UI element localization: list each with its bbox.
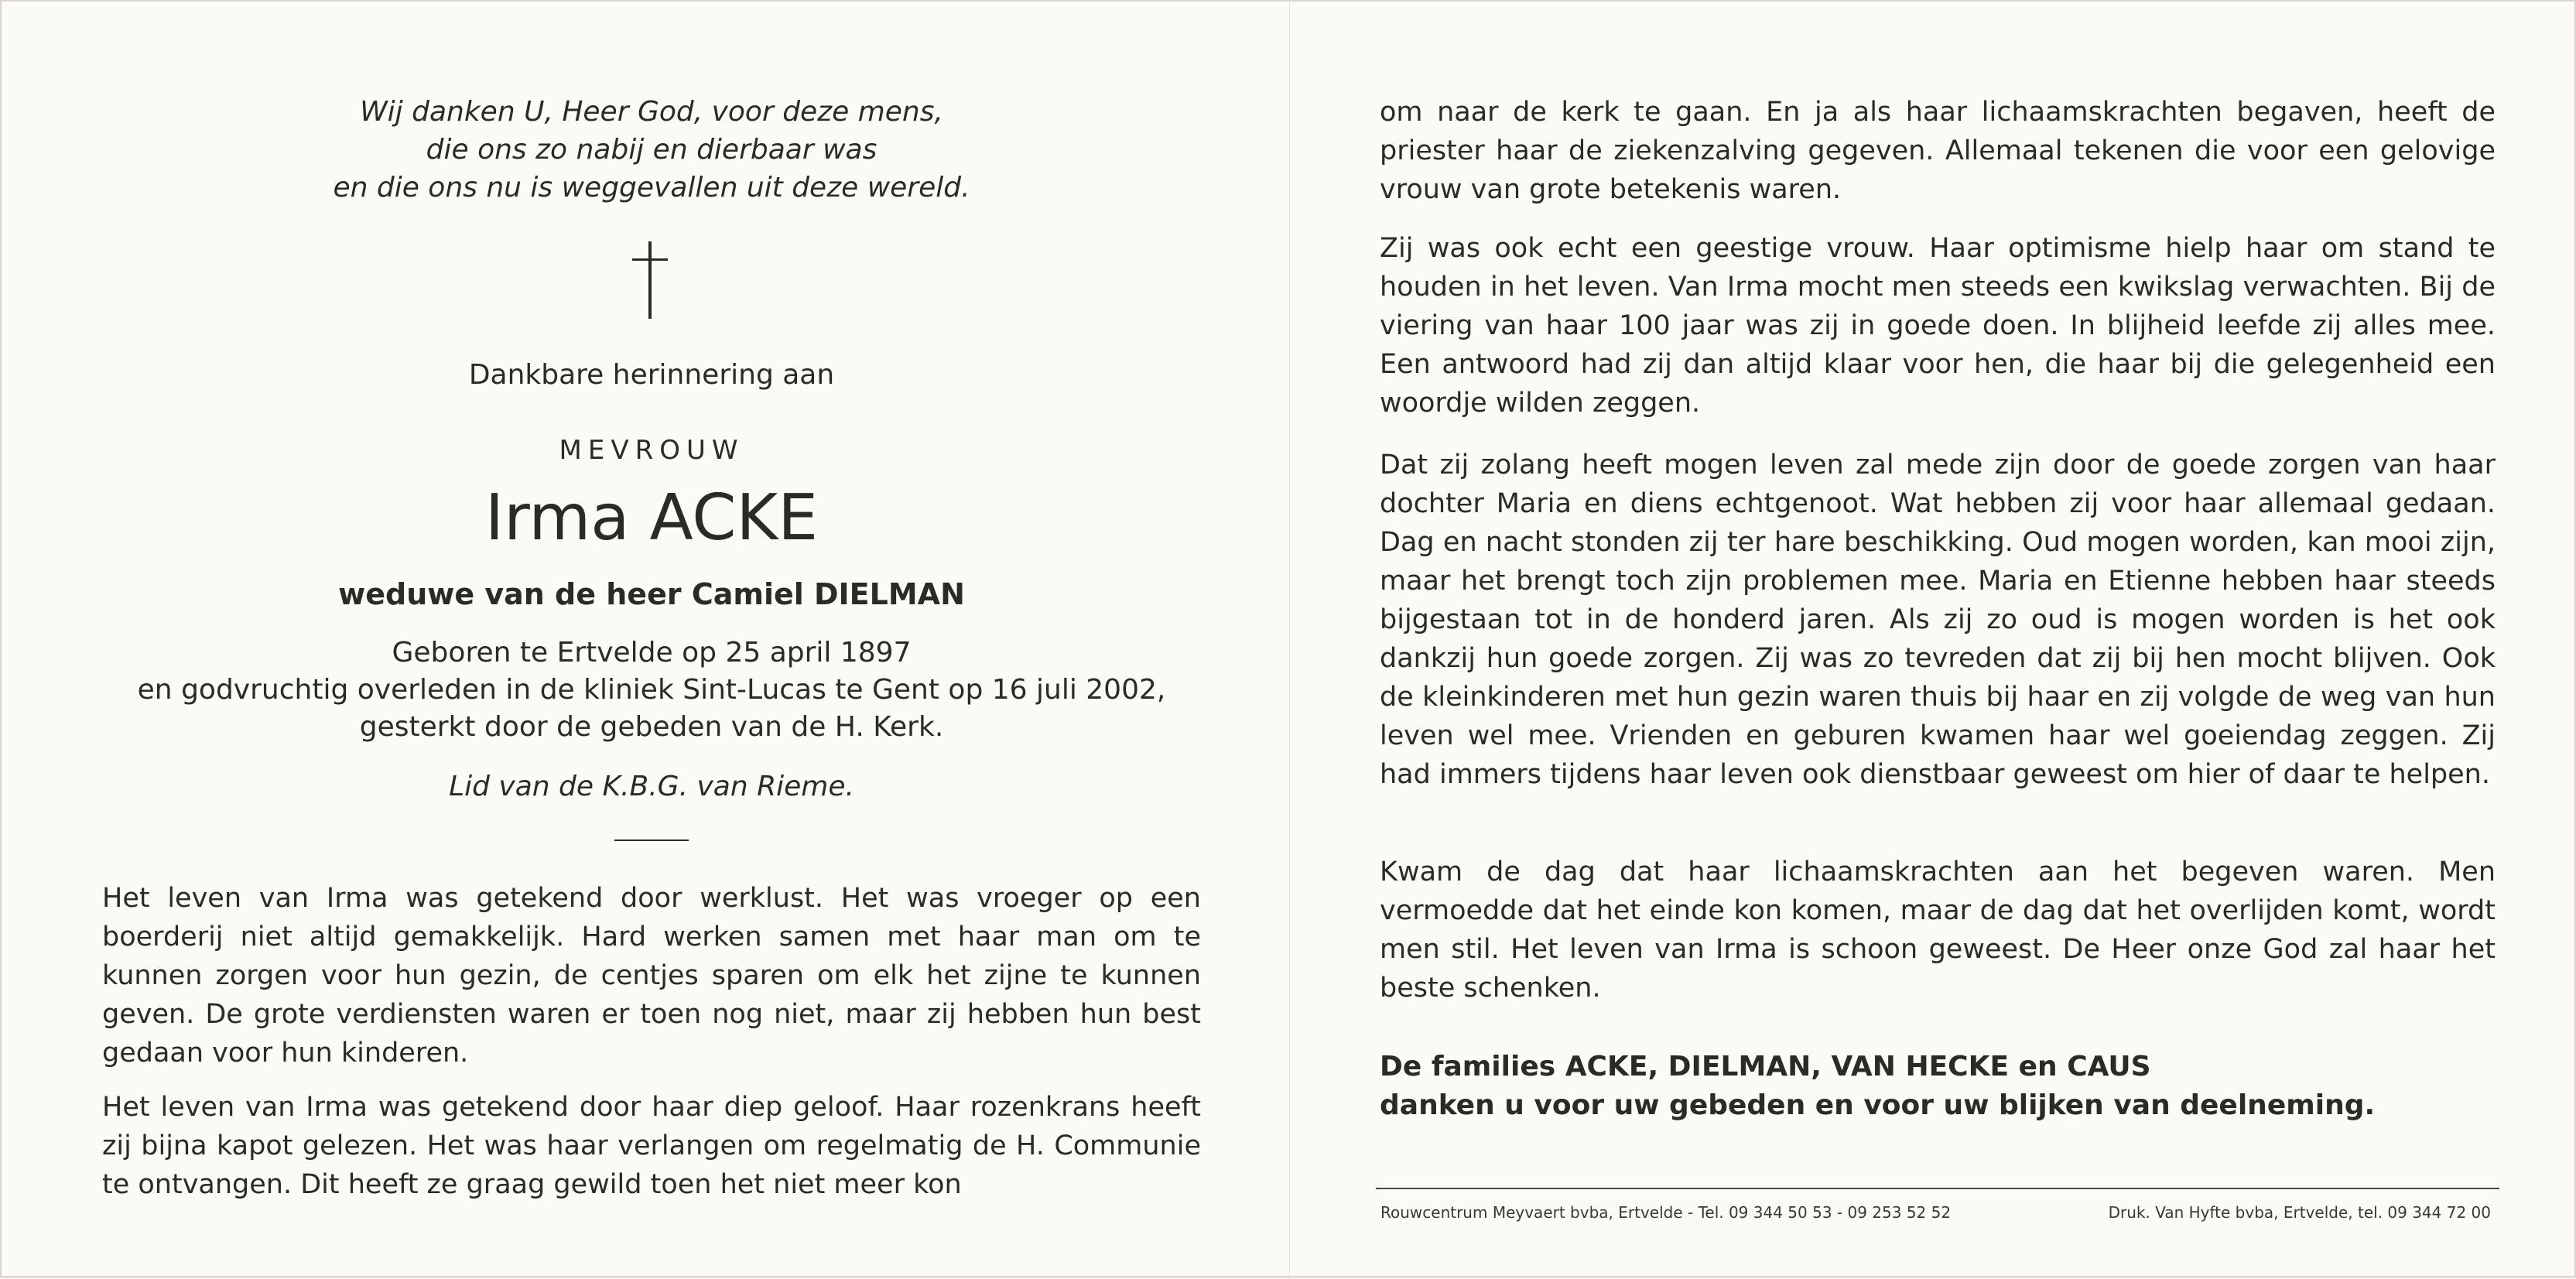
- divider: [614, 840, 689, 841]
- poem-line: die ons zo nabij en dierbaar was: [426, 134, 877, 166]
- info-line: en godvruchtig overleden in de kliniek Sint-Lucas te Gent op 16 juli 2002,: [137, 674, 1166, 706]
- info-line: gesterkt door de gebeden van de H. Kerk.: [359, 711, 944, 743]
- footer-rule: [1376, 1188, 2499, 1189]
- paragraph: Zij was ook echt een geestige vrouw. Haar optimisme hielp haar om stand te houden in het leven. Van Irma mocht men steeds een kwikslag verwachten. Bij de viering van haar 100 jaar was zij in goede doen. In blijheid leefde zij alles mee. Een antwoord had zij dan altijd klaar voor hen, die haar bij die gelegenheid een woordje wilden zeggen.: [1380, 233, 2496, 419]
- cross-icon: [626, 241, 674, 319]
- poem: [156, 93, 1147, 207]
- left-page: [2, 2, 1289, 1279]
- membership: Lid van de K.B.G. van Rieme.: [449, 771, 854, 802]
- thanks-line: De families ACKE, DIELMAN, VAN HECKE en CAUS: [1380, 1051, 2151, 1082]
- info-line: Geboren te Ertvelde op 25 april 1897: [392, 637, 912, 669]
- family-thanks: [1380, 1048, 2496, 1125]
- paragraph: Kwam de dag dat haar lichaamskrachten aan het begeven waren. Men vermoedde dat het einde kon komen, maar de dag dat het overlijden komt, wordt men stil. Het leven van Irma is schoon geweest. De Heer onze God zal haar het beste schenken.: [1380, 857, 2496, 1004]
- paragraph: Het leven van Irma was getekend door haar diep geloof. Haar rozenkrans heeft zij bijna kapot gelezen. Het was haar verlangen om regelmatig de H. Communie te ontvangen. Dit heeft ze graag gewild toen het niet meer kon: [102, 1092, 1201, 1200]
- paragraph: Dat zij zolang heeft mogen leven zal mede zijn door de goede zorgen van haar dochter Maria en diens echtgenoot. Wat hebben zij voor haar allemaal gedaan. Dag en nacht stonden zij ter hare beschikking. Oud mogen worden, kan mooi zijn, maar het brengt toch zijn problemen mee. Maria en Etienne hebben haar steeds bijgestaan tot in de honderd jaren. Als zij zo oud is mogen worden is het ook dankzij hun goede zorgen. Zij was zo tevreden dat zij bij hen mocht blijven. Ook de kleinkinderen met hun gezin waren thuis bij haar en zij volgde de weg van hun leven wel mee. Vrienden en geburen kwamen haar wel goeiendag zeggen. Zij had immers tijdens haar leven ook dienstbaar geweest om hier of daar te helpen.: [1380, 450, 2496, 790]
- honorific: MEVROUW: [559, 435, 744, 466]
- widow-of: weduwe van de heer Camiel DIELMAN: [338, 577, 965, 611]
- funeral-home-credit: Rouwcentrum Meyvaert bvba, Ertvelde - Tel. 09 344 50 53 - 09 253 52 52: [1380, 1203, 1952, 1222]
- right-page: [1289, 2, 2576, 1279]
- poem-line: en die ons nu is weggevallen uit deze wereld.: [333, 172, 970, 203]
- printer-credit: Druk. Van Hyfte bvba, Ertvelde, tel. 09 344 72 00: [2108, 1203, 2491, 1222]
- paragraph: om naar de kerk te gaan. En ja als haar lichaamskrachten begaven, heeft de priester haar de ziekenzalving gegeven. Allemaal tekenen die voor een gelovige vrouw van grote betekenis waren.: [1380, 97, 2496, 205]
- paragraph: Het leven van Irma was getekend door werklust. Het was vroeger op een boerderij niet altijd gemakkelijk. Hard werken samen met haar man om te kunnen zorgen voor hun gezin, de centjes sparen om elk het zijne te kunnen geven. De grote verdiensten waren er toen nog niet, maar zij hebben hun best gedaan voor hun kinderen.: [102, 883, 1201, 1069]
- poem-line: Wij danken U, Heer God, voor deze mens,: [360, 96, 943, 128]
- dedication-line: Dankbare herinnering aan: [468, 359, 835, 391]
- birth-death-info: [79, 634, 1224, 746]
- deceased-name: Irma ACKE: [484, 481, 819, 555]
- thanks-line: danken u voor uw gebeden en voor uw blijken van deelneming.: [1380, 1089, 2376, 1121]
